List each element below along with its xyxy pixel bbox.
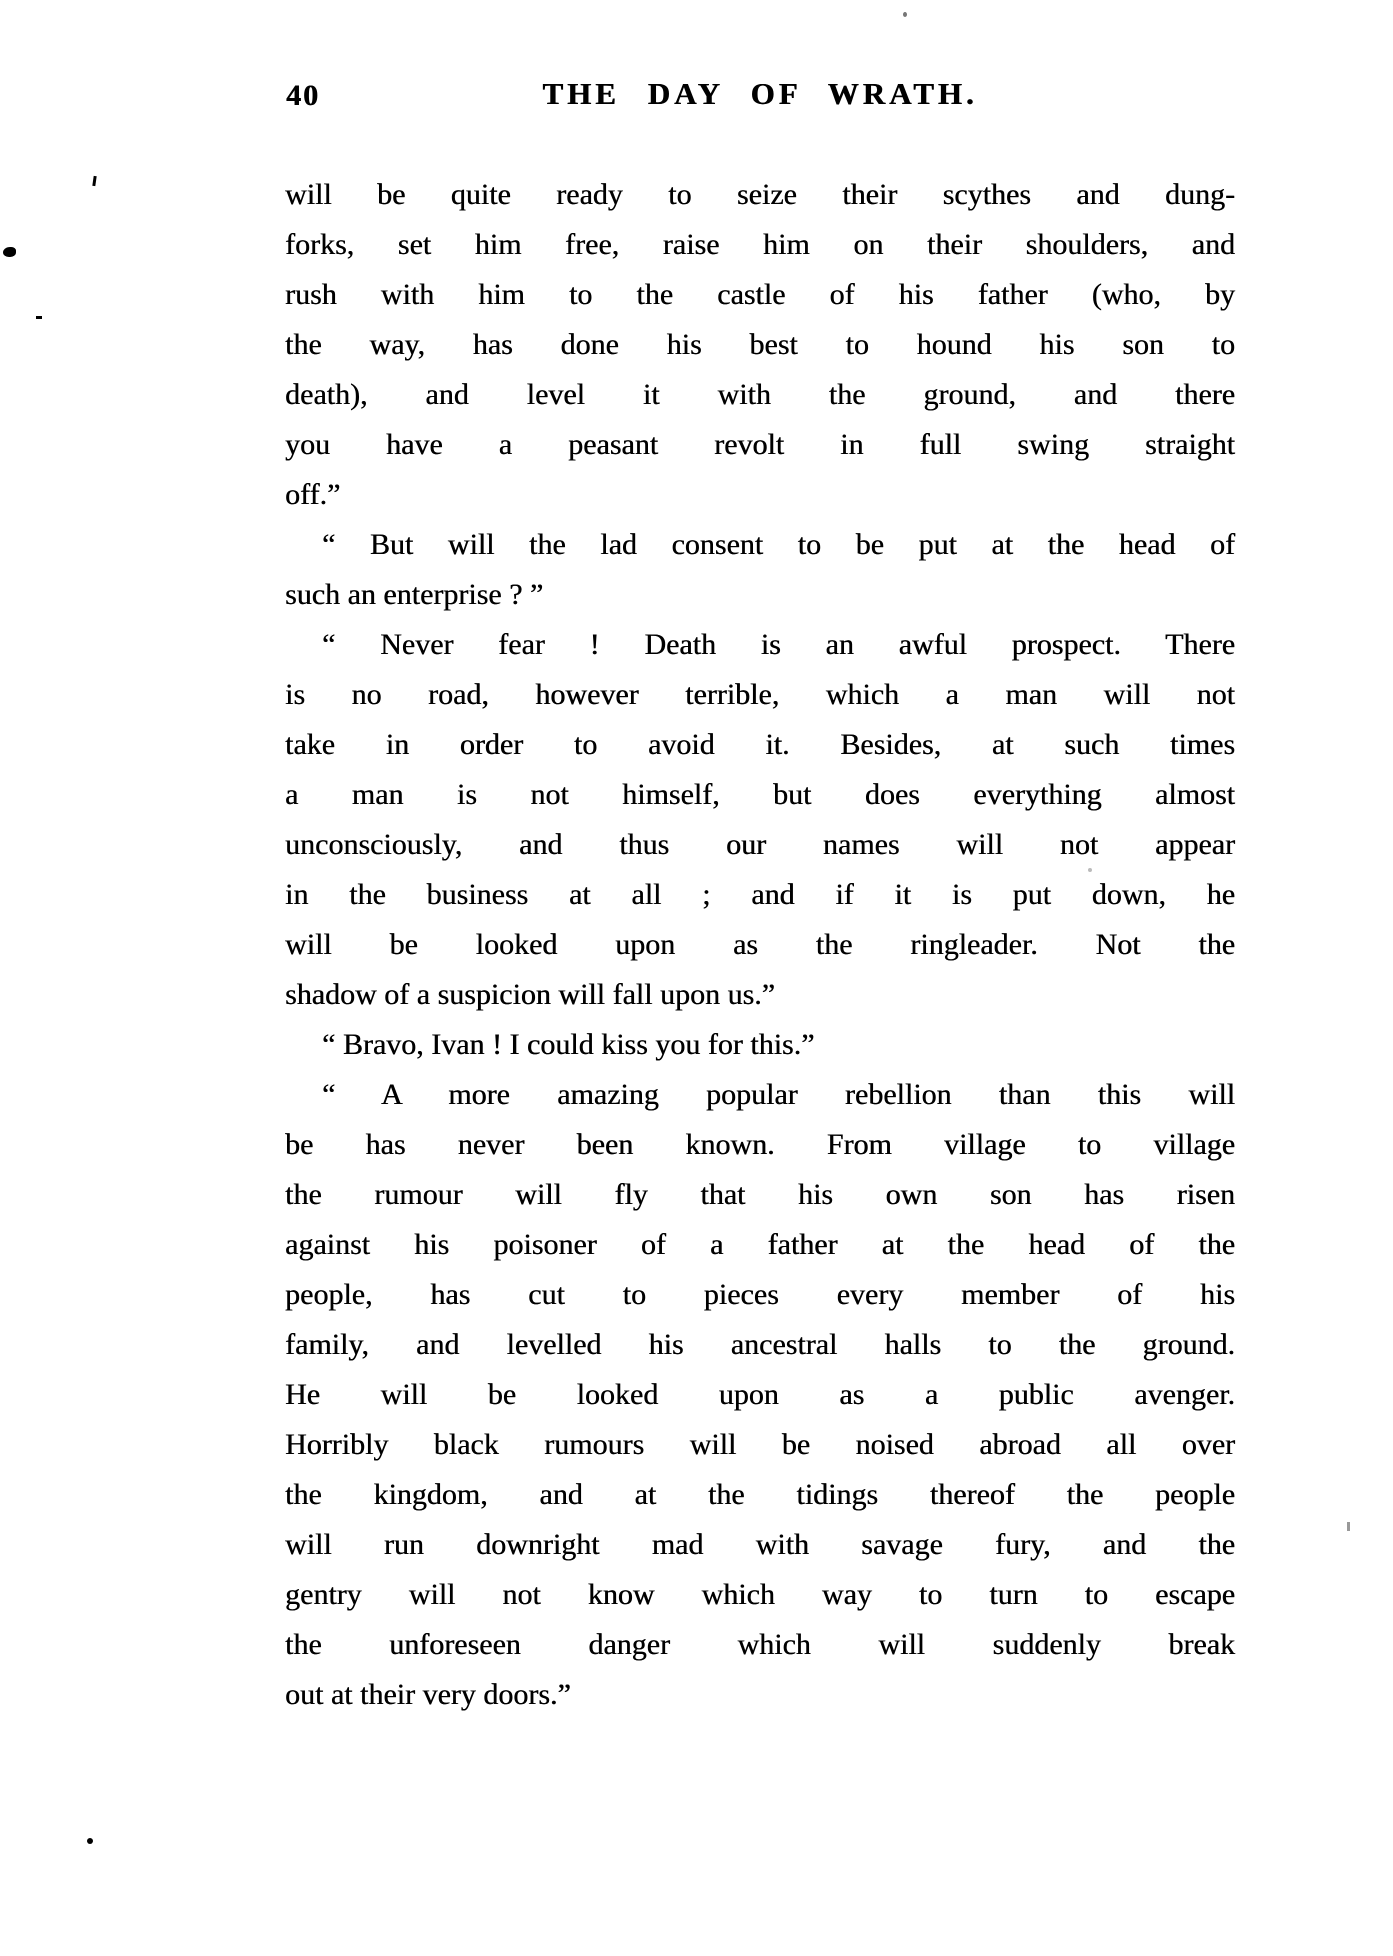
ink-speck: [1347, 1522, 1350, 1531]
text-line: the unforeseen danger which will suddenly break: [285, 1628, 1235, 1661]
text-line: you have a peasant revolt in full swing straight: [285, 428, 1235, 461]
page-header: [285, 76, 1235, 120]
text-line: unconsciously, and thus our names will not appear: [285, 828, 1235, 861]
text-line: will be looked upon as the ringleader. Not the: [285, 928, 1235, 961]
text-line: take in order to avoid it. Besides, at such times: [285, 728, 1235, 761]
body-text: [285, 170, 1235, 1720]
page-number: 40: [286, 79, 320, 112]
text-line: forks, set him free, raise him on their shoulders, and: [285, 228, 1235, 261]
text-line: death), and level it with the ground, and there: [285, 378, 1235, 411]
text-line: “ But will the lad consent to be put at the head of: [322, 528, 1235, 561]
text-line: family, and levelled his ancestral halls to the ground.: [285, 1328, 1235, 1361]
text-line: “ Bravo, Ivan ! I could kiss you for this.”: [322, 1028, 815, 1061]
ink-speck: [1088, 868, 1092, 872]
text-line: gentry will not know which way to turn to escape: [285, 1578, 1235, 1611]
text-line: the rumour will fly that his own son has risen: [285, 1178, 1235, 1211]
text-line: “ Never fear ! Death is an awful prospect. There: [322, 628, 1235, 661]
text-line: off.”: [285, 478, 341, 511]
text-line: the way, has done his best to hound his son to: [285, 328, 1235, 361]
text-line: shadow of a suspicion will fall upon us.”: [285, 978, 775, 1011]
ink-speck: [87, 1838, 93, 1844]
text-line: against his poisoner of a father at the head of the: [285, 1228, 1235, 1261]
text-line: Horribly black rumours will be noised abroad all over: [285, 1428, 1235, 1461]
text-line: is no road, however terrible, which a man will not: [285, 678, 1235, 711]
text-line: people, has cut to pieces every member of his: [285, 1278, 1235, 1311]
ink-speck: [92, 176, 96, 186]
text-line: will be quite ready to seize their scythes and dung-: [285, 178, 1235, 211]
text-line: He will be looked upon as a public avenger.: [285, 1378, 1235, 1411]
text-line: be has never been known. From village to village: [285, 1128, 1235, 1161]
text-line: “ A more amazing popular rebellion than this will: [322, 1078, 1235, 1111]
text-line: rush with him to the castle of his father (who, by: [285, 278, 1235, 311]
ink-speck: [903, 12, 907, 17]
ink-speck: [36, 316, 42, 319]
page-title: THE DAY OF WRATH.: [542, 76, 978, 111]
ink-speck: [3, 247, 16, 257]
text-line: in the business at all ; and if it is put down, he: [285, 878, 1235, 911]
text-line: out at their very doors.”: [285, 1678, 571, 1711]
text-line: will run downright mad with savage fury, and the: [285, 1528, 1235, 1561]
text-line: such an enterprise ? ”: [285, 578, 544, 611]
text-line: a man is not himself, but does everything almost: [285, 778, 1235, 811]
text-line: the kingdom, and at the tidings thereof the people: [285, 1478, 1235, 1511]
